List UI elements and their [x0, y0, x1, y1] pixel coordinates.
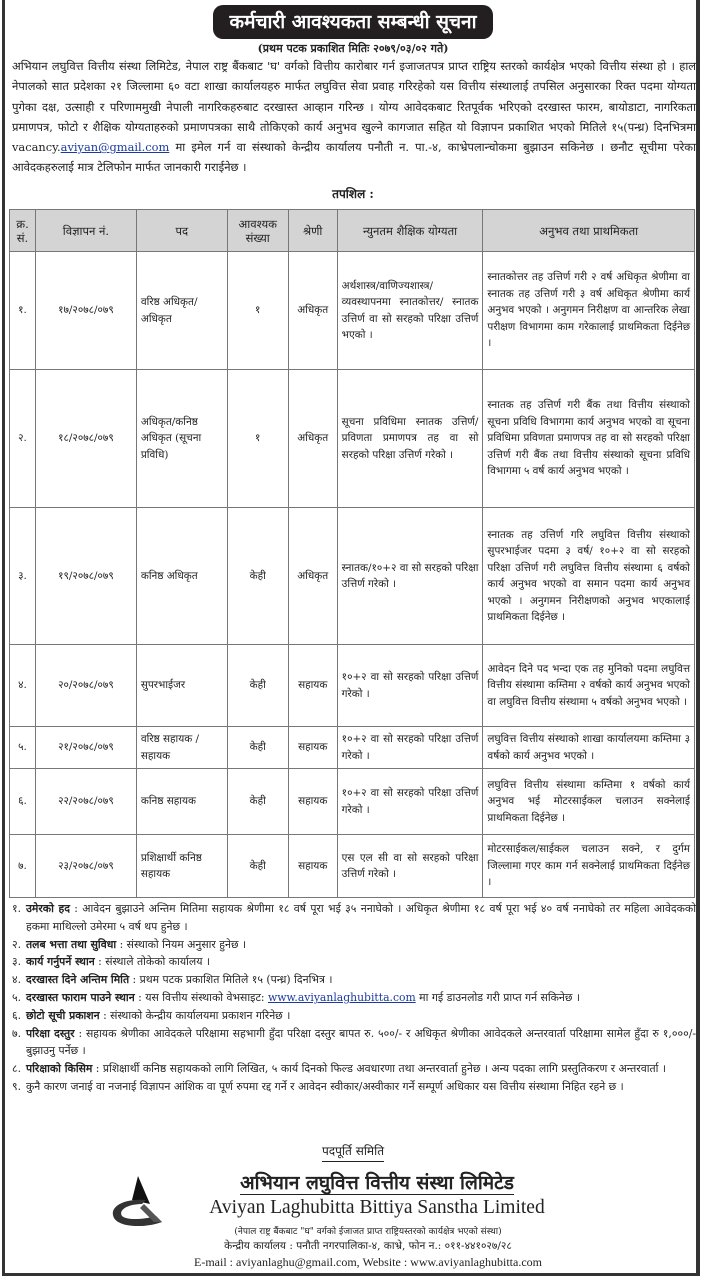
term-text: : यस वित्तीय संस्थाको वेभसाइट: — [134, 990, 268, 1004]
cell-post: वरिष्ठ सहायक / सहायक — [136, 727, 227, 769]
term-item — [12, 953, 696, 971]
term-label: उमेरको हद — [26, 902, 70, 915]
term-label: छोटो सूची प्रकाशन — [26, 1008, 100, 1022]
notice-title: कर्मचारी आवश्यकता सम्बन्धी सूचना — [213, 5, 493, 39]
cell-post: सुपरभाईजर — [136, 645, 227, 727]
term-number: १. — [12, 902, 22, 915]
term-label: कार्य गर्नुपर्ने स्थान — [26, 955, 95, 969]
table-header-row — [10, 210, 695, 252]
term-number: ५. — [12, 990, 22, 1004]
term-text: : सहायक श्रेणीका आवेदकले परिक्षामा सहभागी हुँदा परिक्षा दस्तुर बापत रु. ५००/- र अधिकृत श्रेणीका आवेदकले अन्तरवार्ता परिक्षामा सामेल हुँदा रु १,०००/- बुझाउनु पर्नेछ । — [26, 1026, 696, 1058]
cell-count: केही — [227, 769, 288, 835]
cell-count: केही — [227, 508, 288, 645]
term-number: ९. — [12, 1079, 22, 1093]
cell-count: १ — [227, 370, 288, 508]
org-description: (नेपाल राष्ट्र बैंकबाट "घ" वर्गको ईजाजत प्राप्त राष्ट्रियस्तरको कार्यक्षेत्र भएको संस्था) — [234, 1227, 502, 1237]
term-item — [12, 936, 696, 954]
table-row — [10, 769, 695, 835]
vacancy-table — [9, 209, 695, 898]
org-address: केन्द्रीय कार्यालय : पनौती नगरपालिका-४, काभ्रे, फोन न.: ०११-४४१०२७/२८ — [224, 1240, 512, 1252]
term-number: ६. — [12, 1008, 22, 1022]
table-row — [10, 727, 695, 769]
term-item — [12, 1025, 696, 1061]
term-number: २. — [12, 937, 22, 951]
cell-post: कनिष्ठ सहायक — [136, 769, 227, 835]
cell-qualification: १०+२ वा सो सरहको परिक्षा उत्तिर्ण गरेको । — [337, 727, 483, 769]
header-experience: अनुभव तथा प्राथमिकता — [483, 210, 695, 252]
cell-level: अधिकृत — [288, 508, 337, 645]
table-row — [10, 645, 695, 727]
cell-post: वरिष्ठ अधिकृत/ अधिकृत — [136, 252, 227, 370]
term-text: : आवेदन बुझाउने अन्तिम मितिमा सहायक श्रेणीमा १८ वर्ष पूरा भई ३५ ननाघेको । अधिकृत श्रेणीमा १८ वर्ष पूरा भई ४० वर्ष ननाघेको तर महिला आवेदकको हकमा माथिल्लो उमेरमा ५ वर्ष थप हुनेछ । — [26, 902, 696, 933]
terms-list — [12, 900, 696, 1096]
header-level: श्रेणी — [288, 210, 337, 252]
cell-ad-no: २२/२०७८/०७९ — [35, 769, 136, 835]
org-name-nepali — [0, 1169, 706, 1195]
cell-level: सहायक — [288, 727, 337, 769]
cell-experience: मोटरसाईकल/साईकल चलाउन सक्ने, र दुर्गम जिल्लामा गएर काम गर्न सक्नेलाई प्राथमिकता दिईनेछ । — [483, 835, 695, 898]
cell-sn: ७. — [10, 835, 36, 898]
cell-sn: ५. — [10, 727, 36, 769]
intro-text-1: अभियान लघुवित्त वित्तीय संस्था लिमिटेड, नेपाल राष्ट्र बैंकबाट 'घ' वर्गको वित्तीय कारोबार गर्न इजाजतपत्र प्राप्त राष्ट्रिय स्तरको कार्यक्षेत्र भएको वित्तीय संस्था हो । हाल नेपालको सात प्रदेशका २१ जिल्लामा ६० वटा शाखा कार्यालयहरु मार्फत लघुवित्त सेवा प्रवाह गरिरहेको यस वित्तीय संस्थालाई तपसिल अनुसारका रिक्त पदमा योग्यता पुगेका दक्ष, उत्साही र परिणाममुखी नेपाली नागरिकहरुबाट दरखास्त आव्हान गरिन्छ । योग्य आवेदकबाट रितपूर्वक भरिएको दरखास्त फारम, बायोडाटा, नागरिकता प्रमाणपत्र, फोटो र शैक्षिक योग्यताहरुको प्रमाणपत्रका साथै तोकिएको कार्य अनुभव खुल्ने कागजात सहित यो विज्ञापन प्रकाशित भएको मितिले १५(पन्ध्र) दिनभित्रमा vacancy. — [12, 59, 696, 155]
cell-ad-no: १९/२०७८/०७९ — [35, 508, 136, 645]
cell-qualification: १०+२ वा सो सरहको परिक्षा उत्तिर्ण गरेको । — [337, 769, 483, 835]
term-item — [12, 1078, 696, 1096]
term-label: दरखास्त फाराम पाउने स्थान — [26, 990, 135, 1004]
cell-level: सहायक — [288, 769, 337, 835]
term-item — [12, 971, 696, 989]
cell-sn: ३. — [10, 508, 36, 645]
cell-count: केही — [227, 645, 288, 727]
cell-qualification: सूचना प्रविधिमा स्नातक उत्तिर्ण/प्रविणता प्रमाणपत्र तह वा सो सरहको परिक्षा उत्तिर्ण गरेको । — [337, 370, 483, 508]
header-qualification: न्युनतम शैक्षिक योग्यता — [337, 210, 483, 252]
cell-experience: स्नातक तह उत्तिर्ण गरी बैंक तथा वित्तीय संस्थाको सूचना प्रविधि विभागमा कार्य अनुभव भएको वा सूचना प्रविधिमा प्रविणता प्रमाणपत्र तह वा सो सरहको परिक्षा उत्तिर्ण गरी बैंक तथा वित्तीय संस्थाको सूचना प्रविधि विभागमा ५ वर्ष कार्य अनुभव भएको । — [483, 370, 695, 508]
term-text: : प्रशिक्षार्थी कनिष्ठ सहायकको लागि लिखित, ५ कार्य दिनको फिल्ड अवधारणा तथा अन्तरवार्ता हुनेछ । अन्य पदका लागि प्रस्तुतिकरण र अन्तरवार्ता । — [92, 1062, 666, 1076]
table-row — [10, 252, 695, 370]
cell-qualification: एस एल सी वा सो सरहको परिक्षा उत्तिर्ण गरेको । — [337, 835, 483, 898]
cell-count: केही — [227, 835, 288, 898]
term-label: परिक्षा दस्तुर — [26, 1026, 75, 1040]
cell-sn: १. — [10, 252, 36, 370]
term-label: तलब भत्ता तथा सुविधा — [26, 937, 117, 951]
term-number: ३. — [12, 955, 22, 969]
cell-post: कनिष्ठ अधिकृत — [136, 508, 227, 645]
term-number: ४. — [12, 973, 22, 987]
committee-heading — [0, 1142, 706, 1159]
header-ad-no: विज्ञापन नं. — [35, 210, 136, 252]
cell-count: १ — [227, 252, 288, 370]
cell-ad-no: २३/२०७८/०७९ — [35, 835, 136, 898]
schedule-heading: तपशिल : — [332, 187, 374, 201]
cell-ad-no: १८/२०७८/०७९ — [35, 370, 136, 508]
vacancy-email-link[interactable]: aviyan@gmail.com — [60, 140, 170, 155]
cell-sn: २. — [10, 370, 36, 508]
cell-post: प्रशिक्षार्थी कनिष्ठ सहायक — [136, 835, 227, 898]
website-link[interactable]: www.aviyanlaghubitta.com — [267, 990, 416, 1004]
term-text: : संस्थाले तोकेको कार्यालय । — [94, 955, 210, 969]
cell-count: केही — [227, 727, 288, 769]
cell-experience: आवेदन दिने पद भन्दा एक तह मुनिको पदमा लघुवित्त वित्तीय संस्थामा कम्तिमा २ वर्षको कार्य अनुभव भएको वा लघुवित्त वित्तीय संस्थामा ५ वर्षको अनुभव भएको । — [483, 645, 695, 727]
org-contact: E-mail : aviyanlaghu@gmail.com, Website : www.aviyanlaghubitta.com — [194, 1255, 542, 1269]
term-text: कुनै कारण जनाई वा नजनाई विज्ञापन आंशिक वा पूर्ण रुपमा रद्द गर्ने र आवेदन स्वीकार/अस्वीकार गर्ने सम्पूर्ण अधिकार यस वित्तीय संस्थामा निहित रहने छ । — [26, 1079, 624, 1093]
term-item — [12, 1060, 696, 1078]
term-text: : प्रथम पटक प्रकाशित मितिले १५ (पन्ध्र) दिनभित्र । — [129, 973, 333, 987]
term-label: दरखास्त दिने अन्तिम मिति — [26, 973, 130, 987]
cell-level: सहायक — [288, 645, 337, 727]
cell-level: अधिकृत — [288, 370, 337, 508]
cell-level: अधिकृत — [288, 252, 337, 370]
cell-sn: ४. — [10, 645, 36, 727]
cell-qualification: अर्थशास्त्र/वाणिज्यशास्त्र/ व्यवस्थापनमा स्नातकोत्तर/ स्नातक उत्तिर्ण वा सो सरहको परिक्षा उत्तिर्ण भएको । — [337, 252, 483, 370]
term-item — [12, 1007, 696, 1025]
publish-date: (प्रथम पटक प्रकाशित मितिः २०७९/०३/०२ गते) — [257, 42, 449, 55]
org-name-nepali-text: अभियान लघुवित्त वित्तीय संस्था लिमिटेड — [240, 1172, 514, 1194]
table-row — [10, 370, 695, 508]
cell-qualification: स्नातक/१०+२ वा सो सरहको परिक्षा उत्तिर्ण गरेको । — [337, 508, 483, 645]
term-text: : संस्थाको नियम अनुसार हुनेछ । — [116, 937, 247, 951]
term-text-2: मा गई डाउनलोड गरी प्राप्त गर्न सकिनेछ । — [415, 990, 581, 1004]
cell-qualification: १०+२ वा सो सरहको परिक्षा उत्तिर्ण गरेको । — [337, 645, 483, 727]
cell-ad-no: १७/२०७८/०७९ — [35, 252, 136, 370]
committee-label: पदपूर्ति समिति — [322, 1144, 384, 1162]
intro-text-2: मा इमेल गर्न वा संस्थाको केन्द्रीय कार्यालय पनौती न. पा.-४, काभ्रेपलान्चोकमा बुझाउन सकिनेछ । छनौट सूचीमा परेका आवेदकहरुलाई मात्र टेलिफोन मार्फत जानकारी गराईनेछ । — [12, 140, 696, 175]
cell-experience: स्नातक तह उत्तिर्ण गरि लघुवित्त वित्तीय संस्थाको सुपरभाईजर पदमा ३ वर्ष/ १०+२ वा सो सरहको परिक्षा उत्तिर्ण गरी लघुवित्त वित्तीय संस्थामा ६ वर्षको कार्य अनुभव भएको वा समान पदमा कार्य अनुभव भएको । अनुगमन निरीक्षणको अनुभव भएकालाई प्राथमिकता दिईनेछ । — [483, 508, 695, 645]
term-number: ८. — [12, 1062, 22, 1076]
table-row — [10, 508, 695, 645]
cell-experience: लघुवित्त वित्तीय संस्थामा कम्तिमा १ वर्षको कार्य अनुभव भई मोटरसाईकल चलाउन सक्नेलाई प्राथमिकता दिईनेछ । — [483, 769, 695, 835]
header-count: आवश्यक संख्या — [227, 210, 288, 252]
cell-ad-no: २१/२०७८/०७९ — [35, 727, 136, 769]
term-item — [12, 900, 696, 936]
org-name-english: Aviyan Laghubitta Bittiya Sanstha Limited — [209, 1197, 545, 1218]
intro-paragraph — [12, 56, 696, 178]
cell-ad-no: २०/२०७८/०७९ — [35, 645, 136, 727]
term-number: ७. — [12, 1026, 22, 1040]
cell-experience: स्नातकोत्तर तह उत्तिर्ण गरी २ वर्ष अधिकृत श्रेणीमा वा स्नातक तह उत्तिर्ण गरी ३ वर्ष अधिकृत श्रेणीमा कार्य अनुभव भएको । अनुगमन निरीक्षण वा आन्तरिक लेखा परीक्षण विभागमा काम गरेकालाई प्राथमिकता दिईनेछ । — [483, 252, 695, 370]
cell-sn: ६. — [10, 769, 36, 835]
cell-experience: लघुवित्त वित्तीय संस्थाको शाखा कार्यालयमा कम्तिमा ३ वर्षको कार्य अनुभव भएको । — [483, 727, 695, 769]
header-post: पद — [136, 210, 227, 252]
term-label: परिक्षाको किसिम — [26, 1062, 93, 1076]
header-sn: क्र. सं. — [10, 210, 36, 252]
term-item — [12, 989, 696, 1007]
term-text: : संस्थाको केन्द्रीय कार्यालयमा प्रकाशन गरिनेछ । — [99, 1008, 291, 1022]
cell-level: सहायक — [288, 835, 337, 898]
table-row — [10, 835, 695, 898]
cell-post: अधिकृत/कनिष्ठ अधिकृत (सूचना प्रविधि) — [136, 370, 227, 508]
